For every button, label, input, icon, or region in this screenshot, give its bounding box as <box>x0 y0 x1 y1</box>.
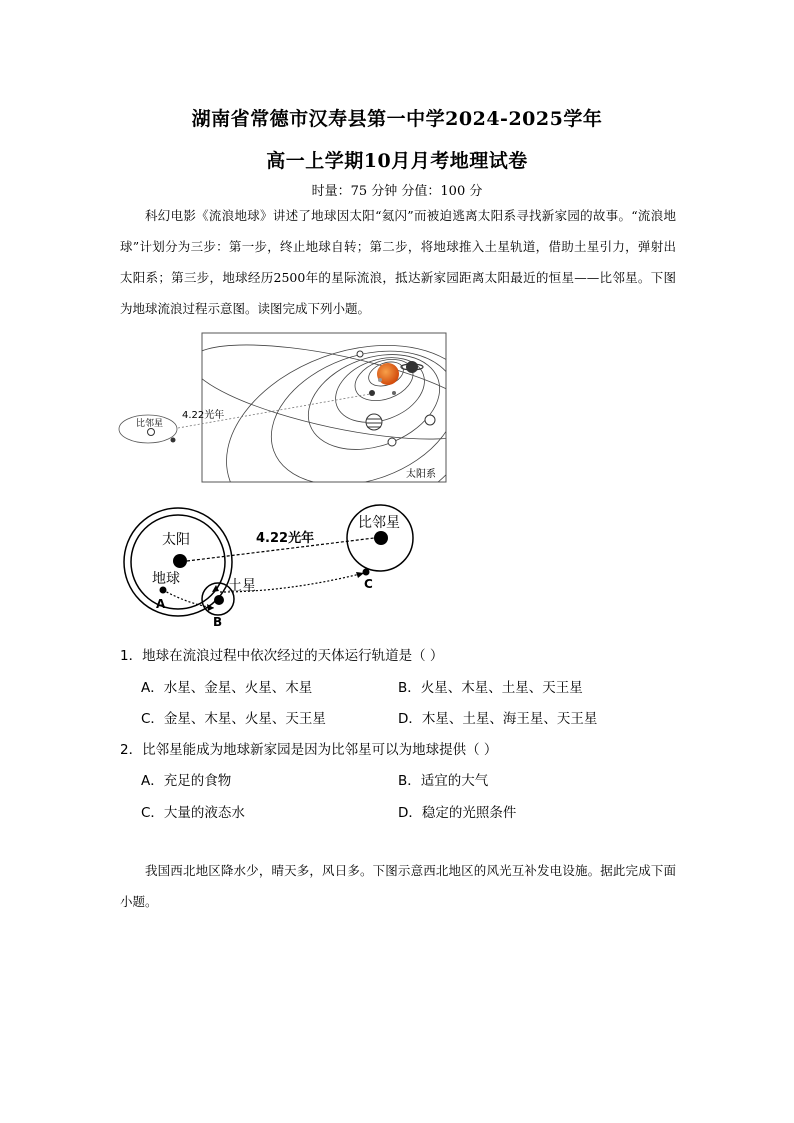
question-2-stem: 2．比邻星能成为地球新家园是因为比邻星可以为地球提供（ ） <box>120 742 498 758</box>
question-1-option-d[interactable]: D．木星、土星、海王星、天王星 <box>398 711 598 727</box>
question-1-option-a[interactable]: A．水星、金星、火星、木星 <box>141 680 313 696</box>
proxima-label: 比邻星 <box>358 515 400 531</box>
planet-icon <box>366 414 382 430</box>
proxima-star-icon <box>374 531 388 545</box>
planet-icon <box>388 438 396 446</box>
sun-label: 太阳 <box>162 532 190 548</box>
question-1-stem: 1．地球在流浪过程中依次经过的天体运行轨道是（ ） <box>120 648 444 664</box>
earth-icon <box>369 390 375 396</box>
trajectory-figure <box>118 504 438 632</box>
distance-label: 4.22光年 <box>182 410 225 421</box>
question-2-option-a[interactable]: A．充足的食物 <box>141 773 232 789</box>
question-2-option-d[interactable]: D．稳定的光照条件 <box>398 805 517 821</box>
question-1-option-b[interactable]: B．火星、木星、土星、天王星 <box>398 680 583 696</box>
saturn-label: 土星 <box>228 578 256 594</box>
solar-system-label: 太阳系 <box>406 469 436 480</box>
earth-position-c-icon <box>363 569 370 576</box>
exam-title-line2: 高一上学期10月月考地理试卷 <box>266 150 528 172</box>
exam-title-line1: 湖南省常德市汉寿县第一中学2024-2025学年 <box>191 108 603 130</box>
point-c-label: C <box>364 577 373 591</box>
planet-icon <box>425 415 435 425</box>
saturn-icon <box>214 595 224 605</box>
point-b-label: B <box>213 615 223 629</box>
question-1-option-c[interactable]: C．金星、木星、火星、天王星 <box>141 711 326 727</box>
solar-system-figure <box>118 332 448 484</box>
intro-paragraph-2: 我国西北地区降水少，晴天多，风日多。下图示意西北地区的风光互补发电设施。据此完成下面小题。 <box>120 863 676 909</box>
question-2-option-c[interactable]: C．大量的液态水 <box>141 805 245 821</box>
point-a-label: A <box>156 597 166 611</box>
planet-icon <box>406 361 418 373</box>
earth-label: 地球 <box>152 571 180 587</box>
intro-paragraph-1: 科幻电影《流浪地球》讲述了地球因太阳“氦闪”而被迫逃离太阳系寻找新家园的故事。“流浪地球”计划分为三步：第一步，终止地球自转；第二步，将地球推入土星轨道，借助土星引力，弹射出太阳系；第三步，地球经历2500年的星际流浪，抵达新家园距离太阳最近的恒星——比邻星。下图为地球流浪过程示意图。读图完成下列小题。 <box>120 208 676 316</box>
planet-icon <box>357 351 363 357</box>
proxima-label: 比邻星 <box>136 419 164 429</box>
question-2-option-b[interactable]: B．适宜的大气 <box>398 773 489 789</box>
sun-icon <box>173 554 187 568</box>
exam-meta: 时量：75 分钟 分值：100 分 <box>311 184 483 199</box>
distance-label: 4.22光年 <box>256 531 315 546</box>
